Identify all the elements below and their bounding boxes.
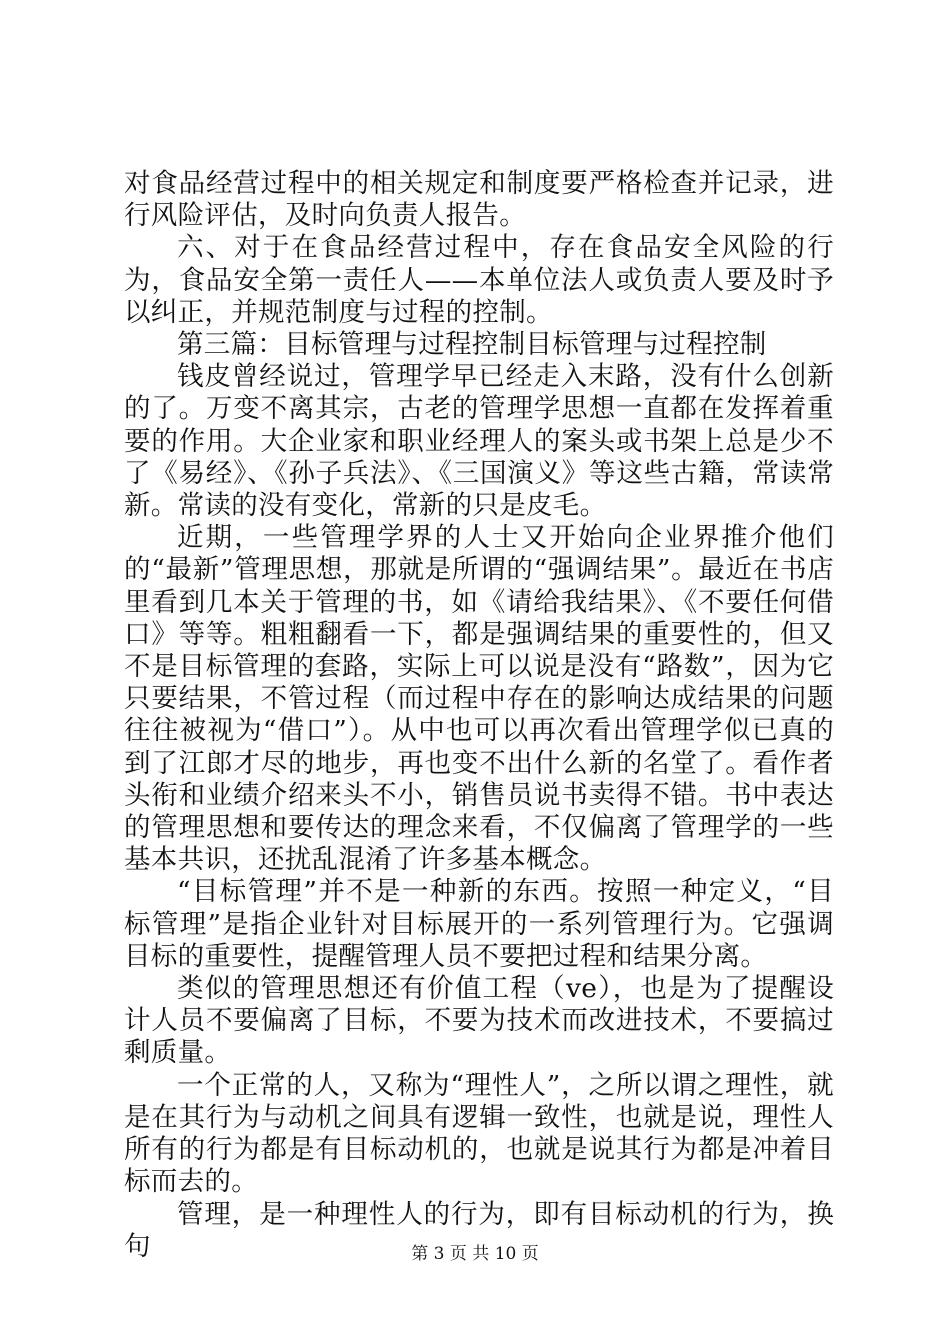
document-body: [124, 168, 834, 1263]
page-footer: [0, 1243, 950, 1265]
paragraph-truncated: 管理，是一种理性人的行为，即有目标动机的行为，换句: [124, 1198, 834, 1262]
paragraph: 一个正常的人，又称为“理性人”，之所以谓之理性，就是在其行为与动机之间具有逻辑一致性，也就是说，理性人所有的行为都是有目标动机的，也就是说其行为都是冲着目标而去的。: [124, 1069, 834, 1198]
paragraph: 近期，一些管理学界的人士又开始向企业界推介他们的“最新”管理思想，那就是所谓的“强调结果”。最近在书店里看到几本关于管理的书，如《请给我结果》、《不要任何借口》等等。粗粗翻看一下，都是强调结果的重要性的，但又不是目标管理的套路，实际上可以说是没有“路数”，因为它只要结果，不管过程（而过程中存在的影响达成结果的问题往往被视为“借口”）。从中也可以再次看出管理学似已真的到了江郎才尽的地步，再也变不出什么新的名堂了。看作者头衔和业绩介绍来头不小，销售员说书卖得不错。书中表达的管理思想和要传达的理念来看，不仅偏离了管理学的一些基本共识，还扰乱混淆了许多基本概念。: [124, 522, 834, 876]
page-number-label: 第 3 页 共 10 页: [411, 1244, 539, 1264]
paragraph-item-six: 六、对于在食品经营过程中，存在食品安全风险的行为，食品安全第一责任人——本单位法人或负责人要及时予以纠正，并规范制度与过程的控制。: [124, 232, 834, 328]
paragraph: 类似的管理思想还有价值工程（ve），也是为了提醒设计人员不要偏离了目标，不要为技术而改进技术，不要搞过剩质量。: [124, 973, 834, 1069]
paragraph: 钱皮曾经说过，管理学早已经走入末路，没有什么创新的了。万变不离其宗，古老的管理学思想一直都在发挥着重要的作用。大企业家和职业经理人的案头或书架上总是少不了《易经》、《孙子兵法》、《三国演义》等这些古籍，常读常新。常读的没有变化，常新的只是皮毛。: [124, 361, 834, 522]
section-heading: 第三篇：目标管理与过程控制目标管理与过程控制: [177, 329, 767, 361]
paragraph-continuation: 对食品经营过程中的相关规定和制度要严格检查并记录，进行风险评估，及时向负责人报告。: [124, 168, 834, 232]
paragraph: “目标管理”并不是一种新的东西。按照一种定义，“目标管理”是指企业针对目标展开的一系列管理行为。它强调目标的重要性，提醒管理人员不要把过程和结果分离。: [124, 876, 834, 972]
